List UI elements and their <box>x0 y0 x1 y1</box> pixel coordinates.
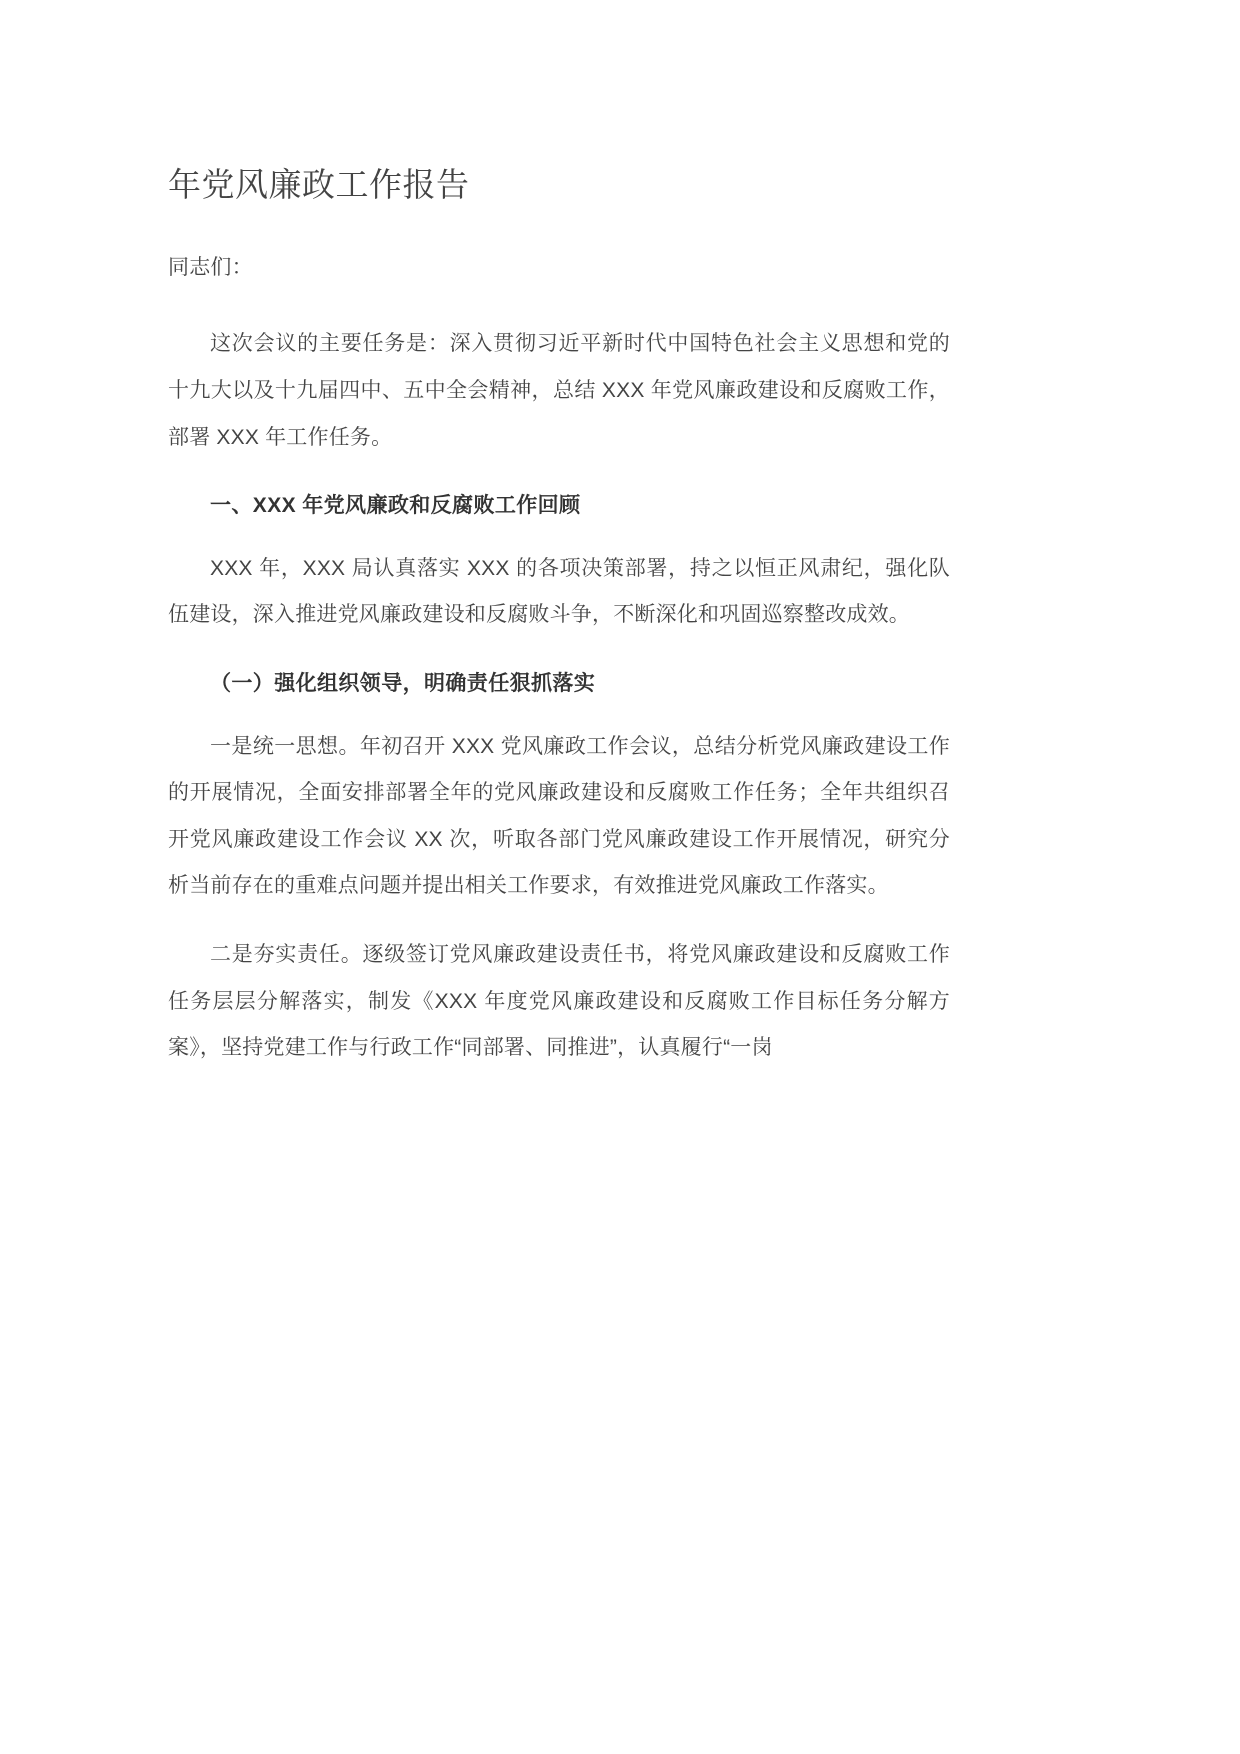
point-one-paragraph: 一是统一思想。年初召开 XXX 党风廉政工作会议，总结分析党风廉政建设工作的开展情况，全面安排部署全年的党风廉政建设和反腐败工作任务；全年共组织召开党风廉政建设工作会议 XX 次，听取各部门党风廉政建设工作开展情况，研究分析当前存在的重难点问题并提出相关工作要求，有效推进党风廉政工作落实。 <box>168 734 950 898</box>
section-heading-one: 一、XXX 年党风廉政和反腐败工作回顾 <box>210 494 581 518</box>
salutation-line: 同志们： <box>168 255 253 279</box>
sub-heading-one-1: （一）强化组织领导，明确责任狠抓落实 <box>210 672 596 696</box>
document-content <box>168 160 950 1094</box>
intro-paragraph: 这次会议的主要任务是：深入贯彻习近平新时代中国特色社会主义思想和党的十九大以及十九届四中、五中全会精神，总结 XXX 年党风廉政建设和反腐败工作，部署 XXX 年工作任务。 <box>168 332 950 449</box>
point-two-paragraph: 二是夯实责任。逐级签订党风廉政建设责任书，将党风廉政建设和反腐败工作任务层层分解落实，制发《XXX 年度党风廉政建设和反腐败工作目标任务分解方案》，坚持党建工作与行政工作“同部署、同推进”，认真履行“一岗 <box>168 943 950 1060</box>
page-title: 年党风廉政工作报告 <box>168 166 470 203</box>
section-one-lead-paragraph: XXX 年，XXX 局认真落实 XXX 的各项决策部署，持之以恒正风肃纪，强化队伍建设，深入推进党风廉政建设和反腐败斗争，不断深化和巩固巡察整改成效。 <box>168 556 950 627</box>
